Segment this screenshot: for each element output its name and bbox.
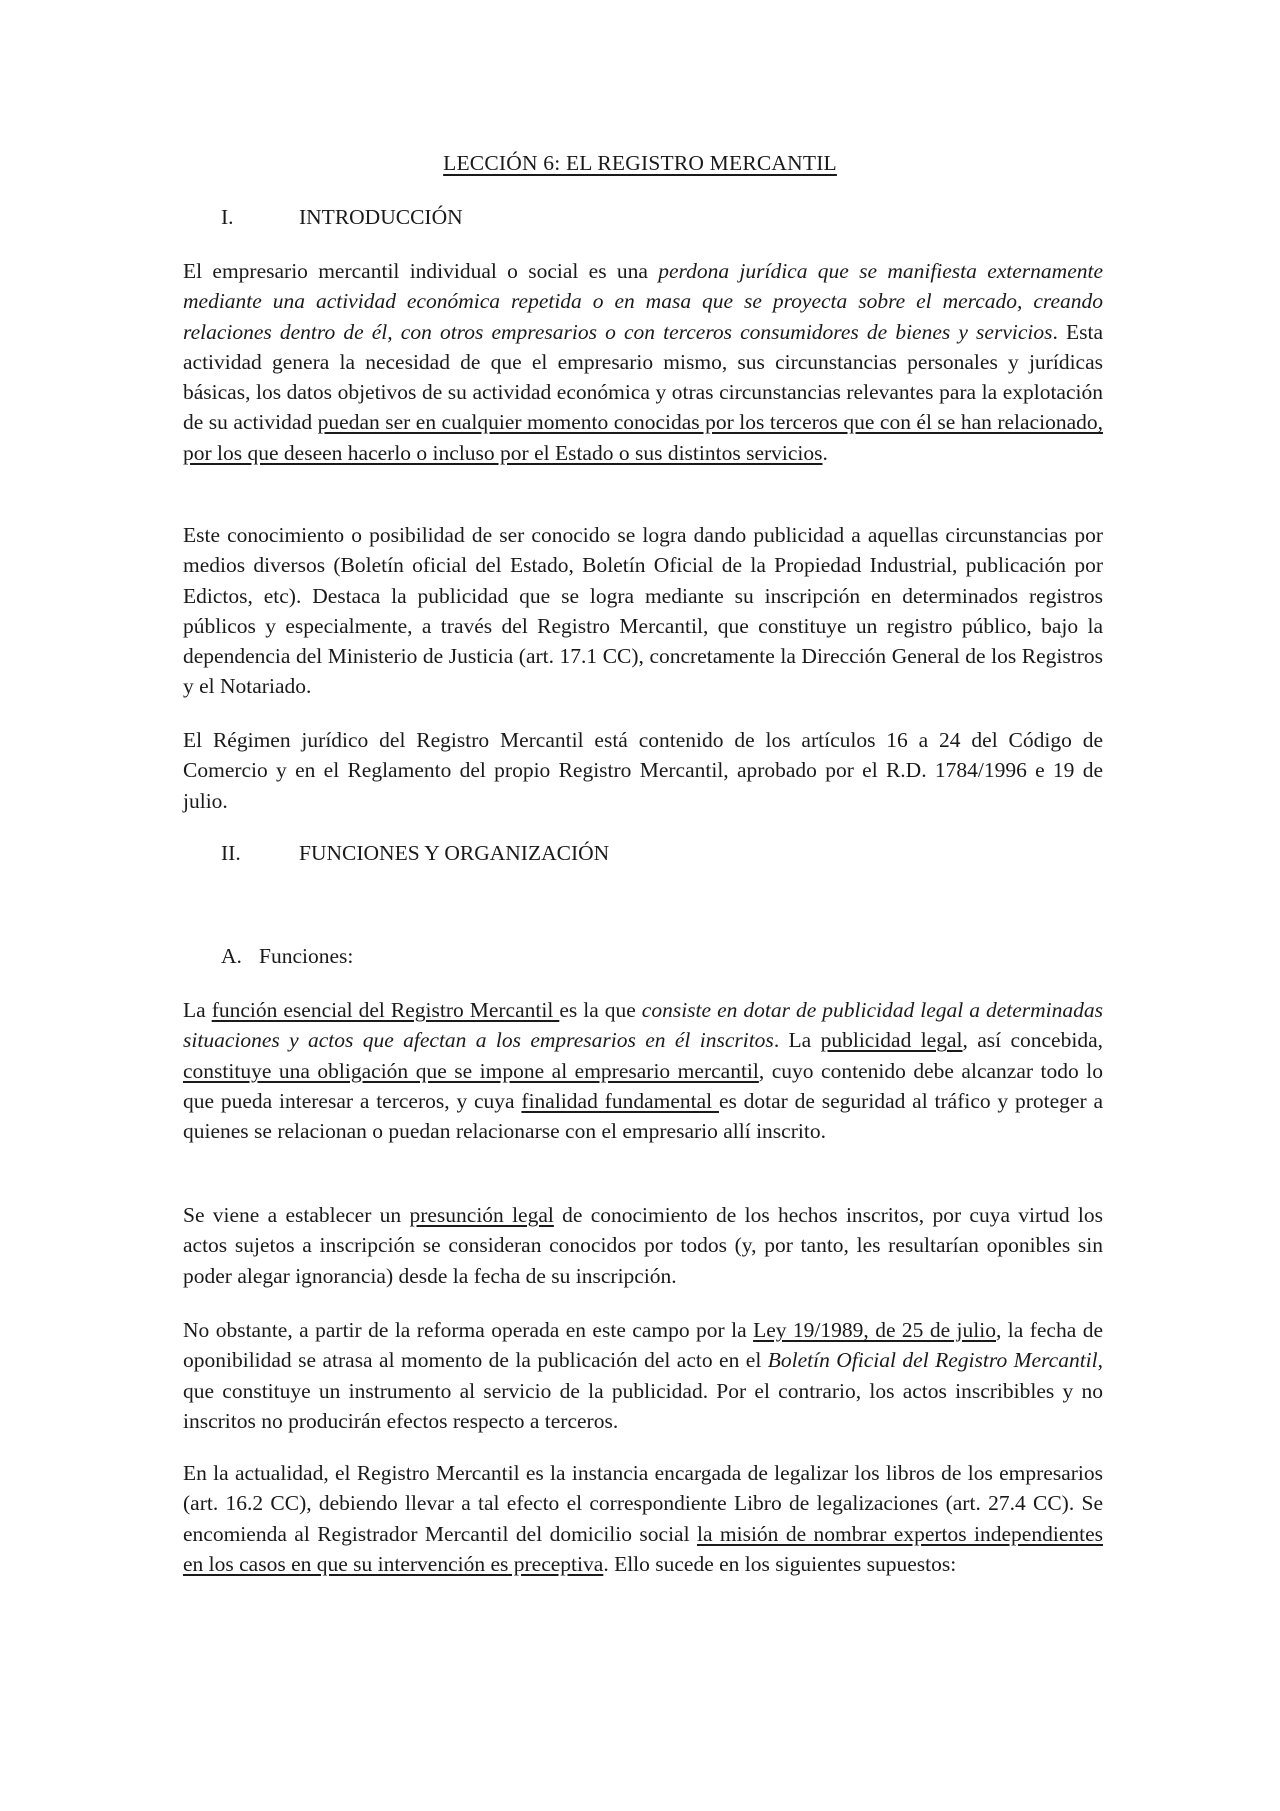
underlined-text: la misión de nombrar expertos independientes en los casos en que su intervención es preceptiva [183, 1521, 1103, 1576]
underlined-text: finalidad fundamental [521, 1088, 719, 1113]
underlined-text: Ley 19/1989, de 25 de julio [753, 1318, 996, 1342]
text-run: El empresario mercantil individual o social es una [183, 259, 659, 283]
paragraph-actualidad [183, 1458, 1103, 1579]
text-run: . Ello sucede en los siguientes supuestos: [603, 1551, 957, 1576]
paragraph-intro [183, 256, 1103, 468]
paragraph-funcion-esencial [183, 995, 1103, 1146]
text-run: , que constituye un instrumento al servicio de la publicidad. Por el contrario, los actos inscribibles y no inscritos no producirán efectos respecto a terceros. [183, 1348, 1103, 1433]
text-run: . [822, 440, 828, 465]
underlined-text: puedan ser en cualquier momento conocidas por los terceros que con él se han relacionado, por los que deseen hacerlo o incluso por el Estado o sus distintos servicios [183, 410, 1103, 465]
section-number: II. [221, 841, 241, 865]
text-run: . La [773, 1028, 821, 1053]
subsection-heading-funciones [221, 941, 353, 971]
italic-text: consiste en dotar de publicidad legal a determinadas situaciones y actos que afectan a los empresarios en él inscritos [183, 998, 1104, 1053]
text-run: de conocimiento de los hechos inscritos, por cuya virtud los actos sujetos a inscripción se consideran conocidos por todos (y, por tanto, les resultarían oponibles sin poder alegar ignorancia) desde la fecha de su inscripción. [183, 1203, 1103, 1288]
italic-text: perdona jurídica que se manifiesta externamente mediante una actividad económica repetida o en masa que se proyecta sobre el mercado, creando relaciones dentro de él, con otros empresarios o con terceros consumidores de bienes y servicios [183, 259, 1104, 344]
text-run: , así concebida, [962, 1028, 1103, 1053]
subsection-letter: A. [221, 944, 242, 968]
section-label: FUNCIONES Y ORGANIZACIÓN [299, 841, 610, 865]
text-run: La [183, 998, 212, 1022]
section-label: INTRODUCCIÓN [299, 205, 463, 229]
text-run: es la que [559, 998, 642, 1022]
subsection-label: Funciones: [259, 944, 354, 968]
italic-text: Boletín Oficial del Registro Mercantil [767, 1348, 1098, 1373]
paragraph-conocimiento: Este conocimiento o posibilidad de ser conocido se logra dando publicidad a aquellas circunstancias por medios diversos (Boletín oficial del Estado, Boletín Oficial de la Propiedad Industrial, publicación por Edictos, etc). Destaca la publicidad que se logra mediante su inscripción en determinados registros públicos y especialmente, a través del Registro Mercantil, que constituye un registro público, bajo la dependencia del Ministerio de Justicia (art. 17.1 CC), concretamente la Dirección General de los Registros y el Notariado. [183, 523, 1103, 699]
section-heading-introduccion [221, 202, 463, 232]
text-run: Se viene a establecer un [183, 1203, 410, 1227]
text-run: En la actualidad, el Registro Mercantil es la instancia encargada de legalizar los libros de los empresarios (art. 16.2 CC), debiendo llevar a tal efecto el correspondiente Libro de legalizaciones (art. 27.4 CC). Se encomienda al Registrador Mercantil del domicilio social [183, 1461, 1103, 1546]
paragraph-no-obstante [183, 1315, 1103, 1436]
section-number: I. [221, 205, 234, 229]
underlined-text: publicidad legal [820, 1028, 963, 1053]
section-heading-funciones-organizacion [221, 838, 609, 868]
underlined-text: constituye una obligación que se impone al empresario mercantil [183, 1058, 759, 1083]
text-run: No obstante, a partir de la reforma operada en este campo por la [183, 1318, 754, 1342]
text-run: . Esta actividad genera la necesidad de que el empresario mismo, sus circunstancias personales y jurídicas básicas, los datos objetivos de su actividad económica y otras circunstancias relevantes para la explotación de su actividad [183, 319, 1103, 435]
underlined-text: función esencial del Registro Mercantil [211, 998, 560, 1022]
underlined-text: presunción legal [409, 1203, 554, 1227]
paragraph-regimen: El Régimen jurídico del Registro Mercantil está contenido de los artículos 16 a 24 del Código de Comercio y en el Reglamento del propio Registro Mercantil, aprobado por el R.D. 1784/1996 e 19 de julio. [183, 728, 1103, 813]
text-run: , la fecha de oponibilidad se atrasa al momento de la publicación del acto en el [183, 1318, 1103, 1373]
paragraph-presuncion-legal [183, 1200, 1103, 1291]
text-run: es dotar de seguridad al tráfico y proteger a quienes se relacionan o puedan relacionarse con el empresario allí inscrito. [183, 1088, 1103, 1144]
page-title: LECCIÓN 6: EL REGISTRO MERCANTIL [443, 151, 837, 175]
text-run: , cuyo contenido debe alcanzar todo lo que pueda interesar a terceros, y cuya [183, 1058, 1103, 1113]
